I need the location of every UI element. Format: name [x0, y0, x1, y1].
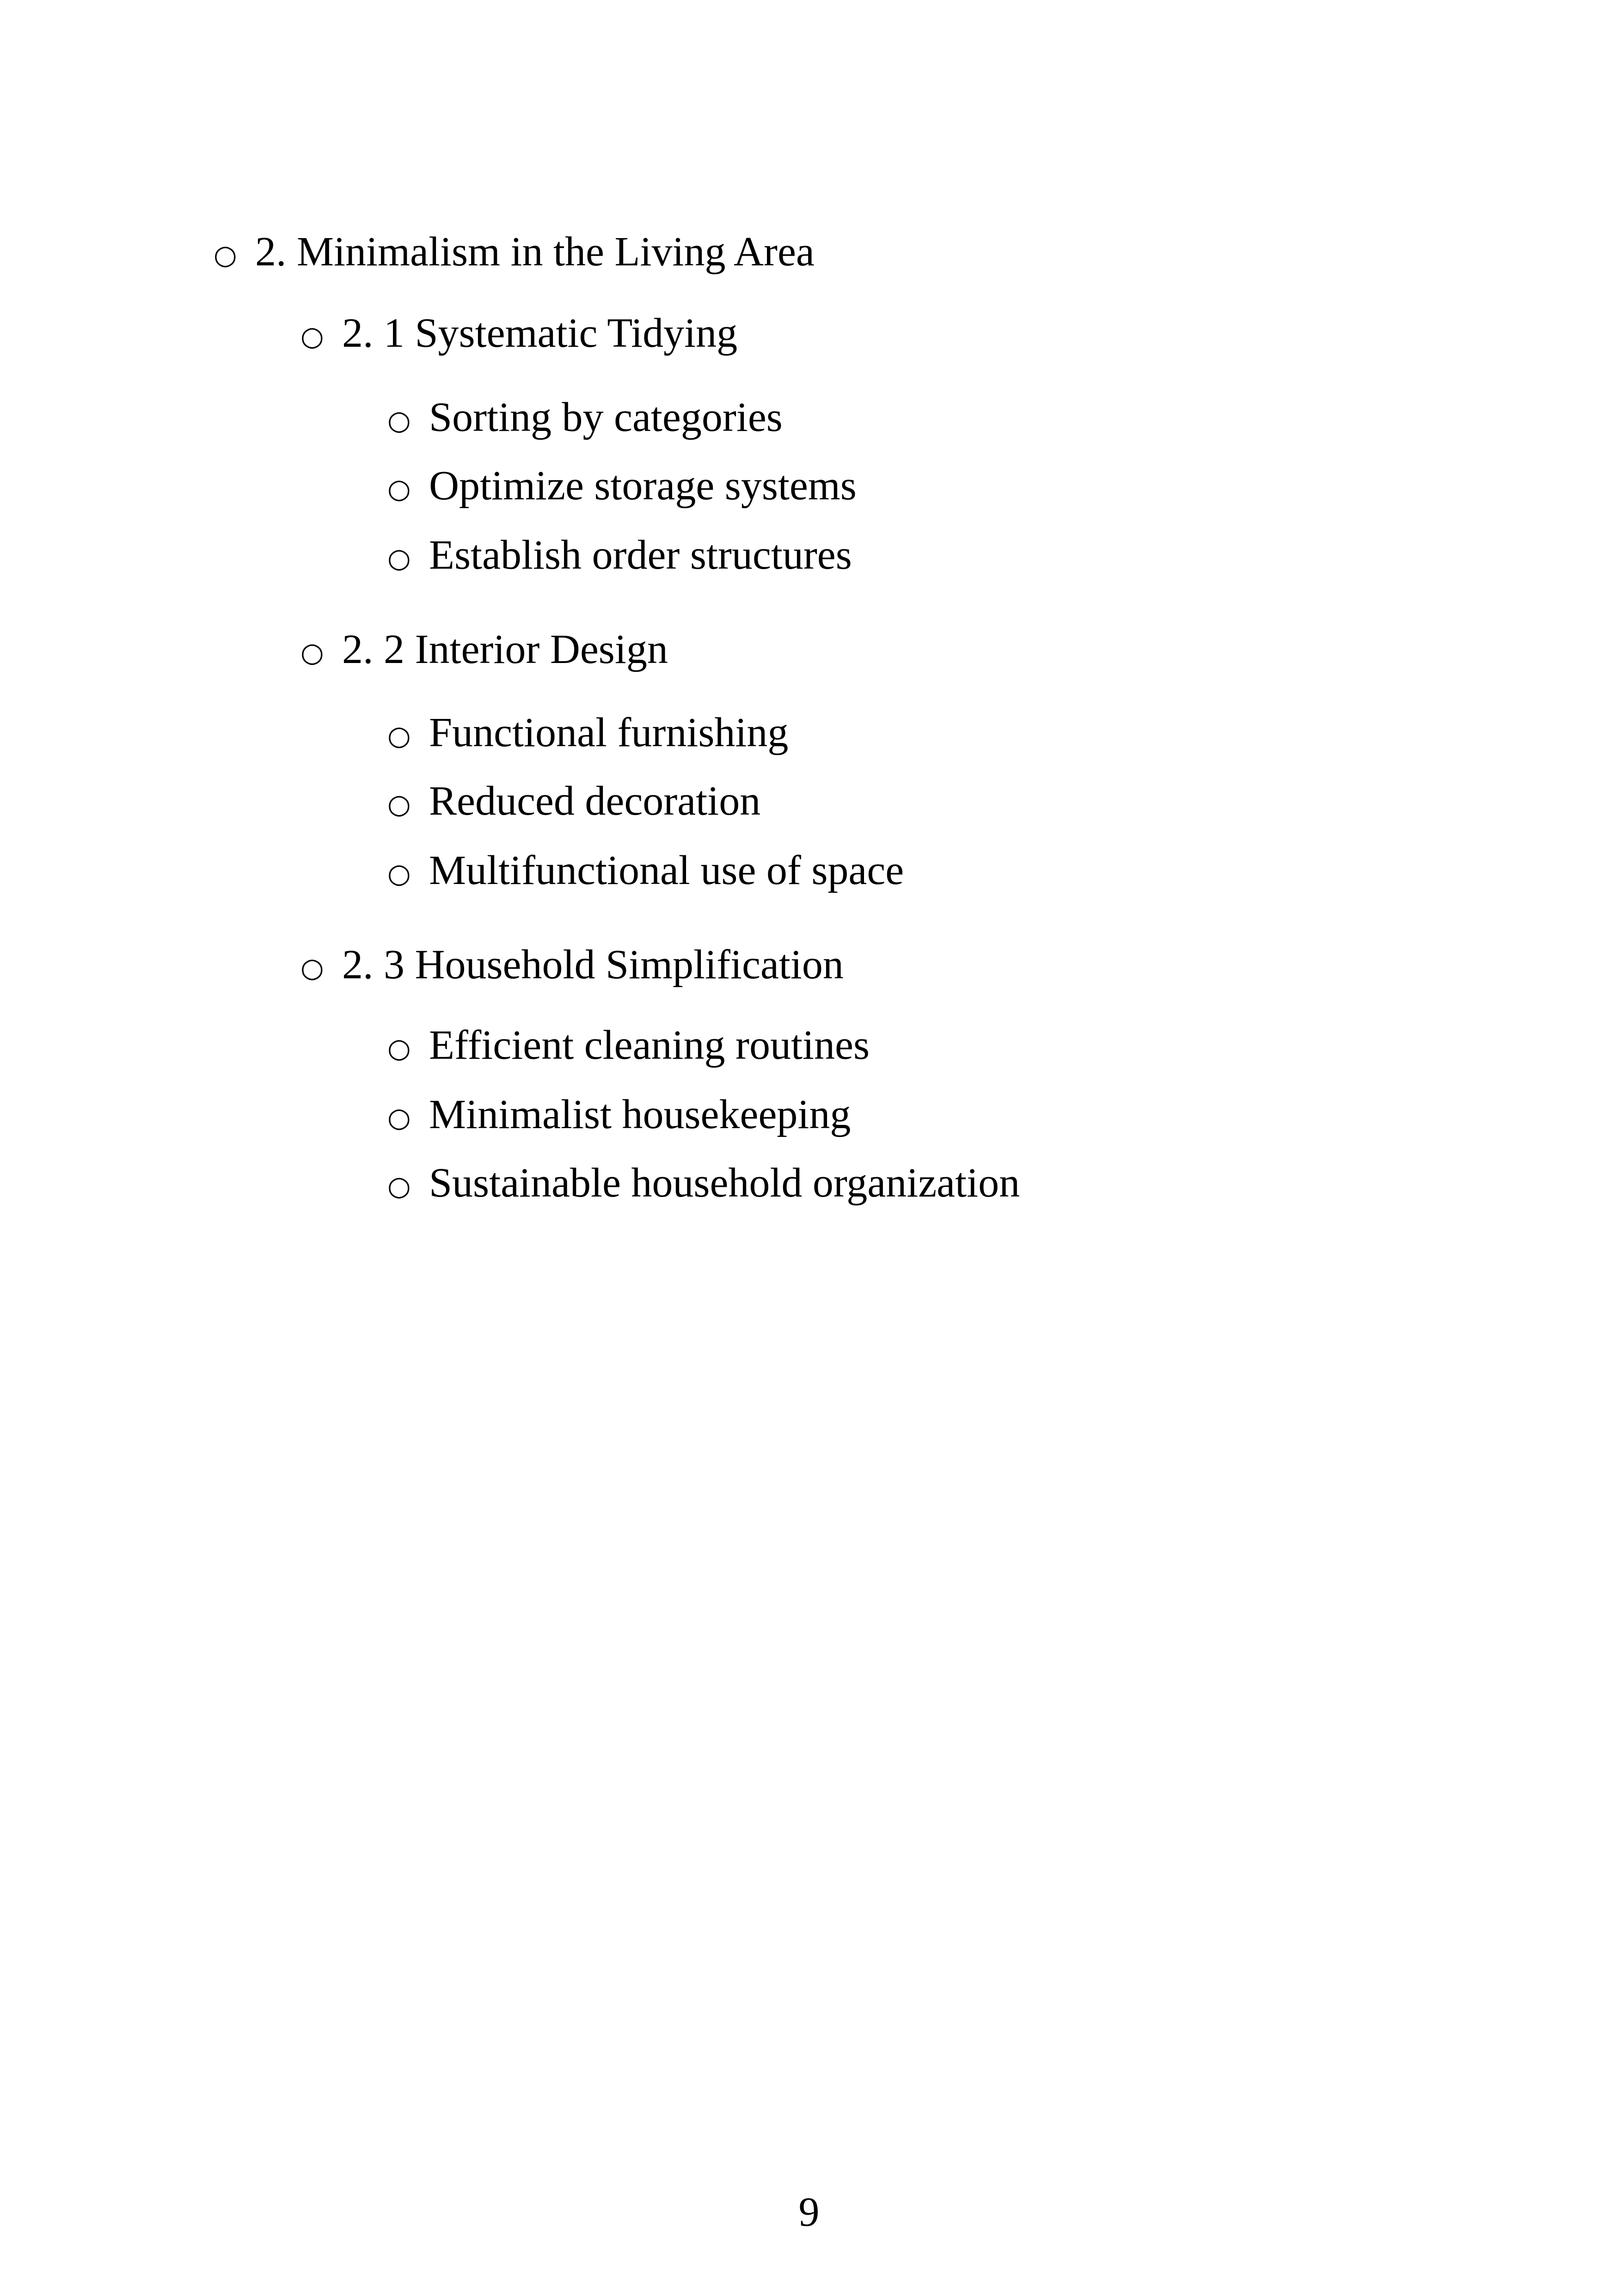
hollow-circle-bullet-icon: ○	[214, 239, 237, 270]
section-heading: 2. Minimalism in the Living Area	[255, 229, 815, 275]
hollow-circle-bullet-icon: ○	[300, 952, 324, 983]
hollow-circle-bullet-icon: ○	[387, 473, 411, 504]
list-item: Reduced decoration	[429, 778, 761, 824]
hollow-circle-bullet-icon: ○	[300, 320, 324, 352]
hollow-circle-bullet-icon: ○	[387, 1032, 411, 1064]
list-item: Multifunctional use of space	[429, 847, 904, 893]
page-number: 9	[798, 2189, 820, 2235]
list-item: Efficient cleaning routines	[429, 1022, 870, 1068]
list-item: Minimalist housekeeping	[429, 1092, 851, 1137]
hollow-circle-bullet-icon: ○	[387, 1170, 411, 1202]
hollow-circle-bullet-icon: ○	[387, 720, 411, 751]
hollow-circle-bullet-icon: ○	[387, 1102, 411, 1133]
list-item: Sorting by categories	[429, 394, 783, 440]
subsection-heading: 2. 2 Interior Design	[342, 626, 668, 672]
subsection-heading: 2. 3 Household Simplification	[342, 942, 844, 988]
list-item: Optimize storage systems	[429, 463, 857, 509]
list-item: Establish order structures	[429, 532, 852, 578]
hollow-circle-bullet-icon: ○	[387, 858, 411, 889]
hollow-circle-bullet-icon: ○	[387, 405, 411, 436]
hollow-circle-bullet-icon: ○	[387, 788, 411, 820]
hollow-circle-bullet-icon: ○	[300, 637, 324, 668]
subsection-heading: 2. 1 Systematic Tidying	[342, 310, 738, 356]
list-item: Functional furnishing	[429, 710, 789, 755]
list-item: Sustainable household organization	[429, 1160, 1020, 1206]
hollow-circle-bullet-icon: ○	[387, 542, 411, 574]
